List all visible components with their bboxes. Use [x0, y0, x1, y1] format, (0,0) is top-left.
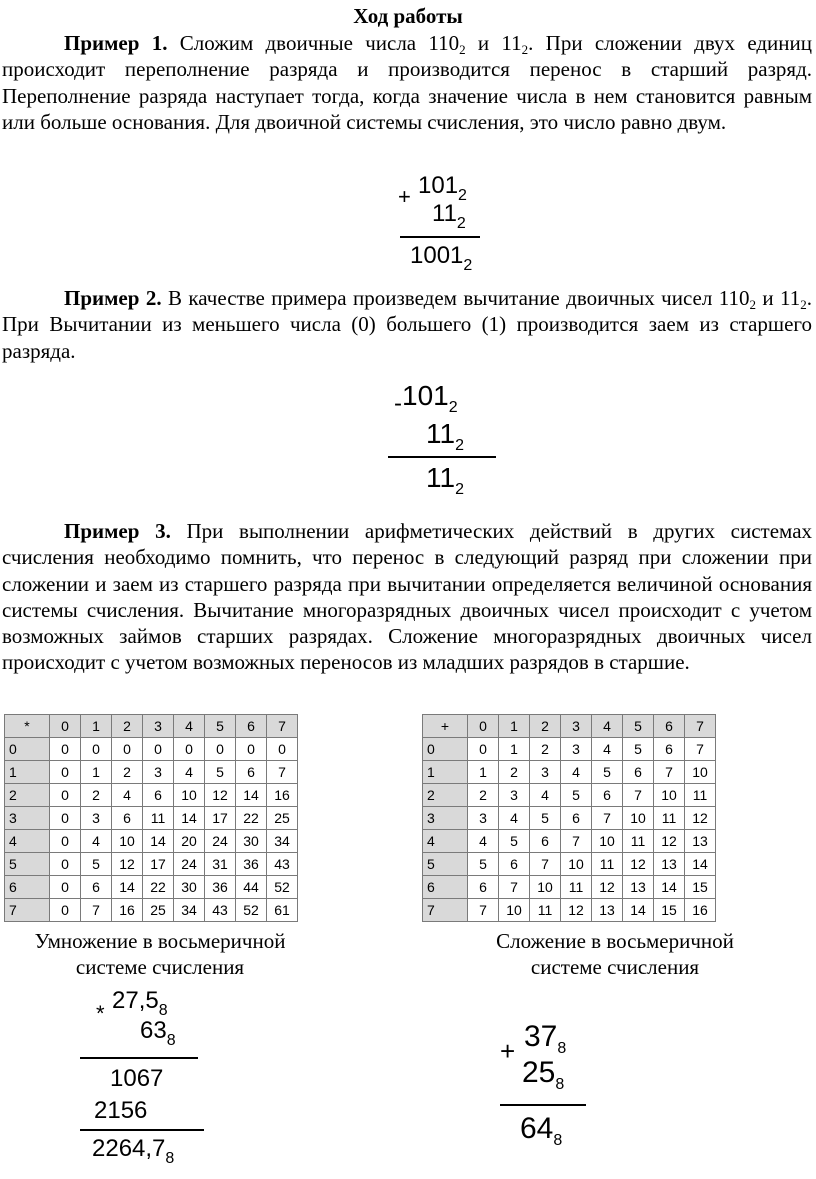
mult-row-header: 3 [5, 807, 50, 830]
add-column-header: 1 [499, 715, 530, 738]
mult-table-row [5, 876, 298, 899]
add-row-header: 4 [423, 830, 468, 853]
mult-table-cell: 17 [205, 807, 236, 830]
example-2-label: Пример 2. [64, 286, 162, 310]
mult-table-row [5, 899, 298, 922]
add-column-header: 0 [468, 715, 499, 738]
mult-column-header: 7 [267, 715, 298, 738]
add-table-cell: 6 [468, 876, 499, 899]
add-table-row [423, 761, 716, 784]
add-column-header: 6 [654, 715, 685, 738]
example-2-paragraph: Пример 2. В качестве примера произведем вычитание двоичных чисел $110_2$ и $11_2$. При Вычитании из меньшего числа (0) большего (1) производится заем из старшего разряда. [2, 286, 813, 363]
add-table-cell: 7 [623, 784, 654, 807]
mult-table-cell: 10 [174, 784, 205, 807]
product-rule-1 [80, 1057, 198, 1059]
add-table-cell: 13 [685, 830, 716, 853]
add-table-cell: 6 [623, 761, 654, 784]
mult-table-cell: 31 [205, 853, 236, 876]
add-table-cell: 4 [499, 807, 530, 830]
add-column-header: 3 [561, 715, 592, 738]
multiply-sign: * [96, 1001, 105, 1026]
add-table-cell: 5 [623, 738, 654, 761]
mult-table-cell: 0 [50, 738, 81, 761]
add-column-header: 4 [592, 715, 623, 738]
mult-table-cell: 0 [50, 784, 81, 807]
mult-table-cell: 52 [267, 876, 298, 899]
add-column-header: 2 [530, 715, 561, 738]
mult-row-header: 5 [5, 853, 50, 876]
add-table-cell: 3 [561, 738, 592, 761]
mult-row-header: 1 [5, 761, 50, 784]
add-row-header: 2 [423, 784, 468, 807]
add-column-header: 5 [623, 715, 654, 738]
add-table-cell: 7 [685, 738, 716, 761]
mult-table-cell: 0 [236, 738, 267, 761]
add-table-cell: 15 [654, 899, 685, 922]
plus-sign: + [500, 1036, 516, 1066]
addend-2: $25_8$ [522, 1056, 565, 1093]
add-table-row [423, 807, 716, 830]
mult-table-cell: 6 [143, 784, 174, 807]
add-table-cell: 12 [685, 807, 716, 830]
mult-header-row [5, 715, 298, 738]
add-table-cell: 11 [592, 853, 623, 876]
sum-rule [400, 236, 480, 238]
mult-table-cell: 0 [112, 738, 143, 761]
add-column-header: 7 [685, 715, 716, 738]
mult-table-cell: 0 [50, 807, 81, 830]
add-table-cell: 3 [499, 784, 530, 807]
mult-table-cell: 0 [50, 899, 81, 922]
example-1-paragraph: Пример 1. Сложим двоичные числа $110_2$ и $11_2$. При сложении двух единиц происходит переполнение разряда и производится перенос в старший разряд. Переполнение разряда наступает тогда, когда значение числа в нем становится равным или больше основания. Для двоичной системы счисления, это число равно двум. [2, 31, 813, 134]
add-table-cell: 2 [468, 784, 499, 807]
add-table-cell: 5 [530, 807, 561, 830]
mult-table-cell: 52 [236, 899, 267, 922]
octal-addition-table [422, 714, 716, 922]
mult-table-cell: 5 [81, 853, 112, 876]
mult-row-header: 4 [5, 830, 50, 853]
add-row-header: 7 [423, 899, 468, 922]
mult-table-cell: 14 [143, 830, 174, 853]
add-table-cell: 7 [654, 761, 685, 784]
add-table-cell: 12 [592, 876, 623, 899]
multiplicand: $27,5_8$ [112, 987, 168, 1019]
mult-table-cell: 14 [174, 807, 205, 830]
add-table-cell: 7 [530, 853, 561, 876]
add-table-cell: 6 [499, 853, 530, 876]
add-table-cell: 2 [530, 738, 561, 761]
mult-table-cell: 5 [205, 761, 236, 784]
add-table-cell: 6 [592, 784, 623, 807]
mult-table-cell: 0 [81, 738, 112, 761]
add-table-cell: 6 [654, 738, 685, 761]
add-row-header: 0 [423, 738, 468, 761]
add-table-row [423, 784, 716, 807]
add-table-cell: 13 [654, 853, 685, 876]
add-table-cell: 6 [530, 830, 561, 853]
mult-table-cell: 0 [50, 761, 81, 784]
mult-table-cell: 14 [112, 876, 143, 899]
mult-table-cell: 3 [81, 807, 112, 830]
example-3-paragraph: Пример 3. При выполнении арифметических действий в других системах счисления необходимо помнить, что перенос в следующий разряд при сложении при сложении и заем из старшего разряда при вычитании определяется величиной основания системы счисления. Вычитание многоразрядных двоичных чисел происходит с учетом возможных займов старших разрядах. Сложение многоразрядных двоичных чисел происходит с учетом возможных переносов из младших разрядов в старшие. [2, 519, 813, 675]
add-table-cell: 12 [623, 853, 654, 876]
partial-product-1: 1067 [110, 1065, 164, 1092]
mult-table-cell: 0 [267, 738, 298, 761]
multiplication-caption: Умножение в восьмеричной системе счисления [34, 929, 286, 979]
multiplier: $63_8$ [140, 1017, 176, 1049]
add-table-cell: 10 [592, 830, 623, 853]
octal-addition-example [498, 1018, 608, 1168]
mult-table-cell: 34 [267, 830, 298, 853]
mult-column-header: 0 [50, 715, 81, 738]
add-table-cell: 5 [499, 830, 530, 853]
mult-table-cell: 36 [205, 876, 236, 899]
mult-table-cell: 4 [112, 784, 143, 807]
mult-row-header: 6 [5, 876, 50, 899]
add-corner-cell: + [423, 715, 468, 738]
add-table-cell: 4 [530, 784, 561, 807]
mult-table-cell: 1 [81, 761, 112, 784]
add-table-cell: 10 [499, 899, 530, 922]
add-row-header: 6 [423, 876, 468, 899]
mult-column-header: 6 [236, 715, 267, 738]
mult-table-cell: 6 [81, 876, 112, 899]
sum-rule [500, 1104, 586, 1106]
add-table-row [423, 899, 716, 922]
add-table-cell: 7 [499, 876, 530, 899]
mult-table-cell: 17 [143, 853, 174, 876]
subtrahend: $11_2$ [426, 418, 464, 454]
mult-table-cell: 6 [112, 807, 143, 830]
add-table-cell: 12 [654, 830, 685, 853]
add-table-cell: 11 [654, 807, 685, 830]
mult-table-cell: 11 [143, 807, 174, 830]
add-table-row [423, 830, 716, 853]
mult-row-header: 7 [5, 899, 50, 922]
mult-table-row [5, 784, 298, 807]
mult-table-cell: 0 [50, 853, 81, 876]
mult-table-cell: 10 [112, 830, 143, 853]
sum-result: $1001_2$ [410, 242, 473, 274]
add-table-cell: 2 [499, 761, 530, 784]
product-rule-2 [80, 1129, 204, 1131]
mult-table-cell: 0 [50, 830, 81, 853]
mult-table-row [5, 853, 298, 876]
octal-multiplication-table [4, 714, 298, 922]
mult-table-cell: 24 [205, 830, 236, 853]
mult-corner-cell: * [5, 715, 50, 738]
mult-table-cell: 12 [205, 784, 236, 807]
mult-table-cell: 22 [143, 876, 174, 899]
mult-table-cell: 25 [143, 899, 174, 922]
add-table-cell: 7 [592, 807, 623, 830]
add-table-cell: 13 [623, 876, 654, 899]
add-table-cell: 6 [561, 807, 592, 830]
add-table-cell: 11 [530, 899, 561, 922]
mult-table-row [5, 807, 298, 830]
mult-table-cell: 7 [267, 761, 298, 784]
mult-table-cell: 2 [81, 784, 112, 807]
mult-table-cell: 4 [81, 830, 112, 853]
sum-result: $64_8$ [520, 1112, 563, 1149]
product-result: $2264,7_8$ [92, 1135, 175, 1167]
plus-sign: + [398, 184, 411, 209]
add-table-cell: 5 [592, 761, 623, 784]
addend-2: $11_2$ [432, 200, 466, 232]
add-table-cell: 1 [468, 761, 499, 784]
add-table-row [423, 738, 716, 761]
add-table-cell: 4 [468, 830, 499, 853]
partial-product-2: 2156 [94, 1097, 148, 1124]
add-table-cell: 15 [685, 876, 716, 899]
mult-table-cell: 44 [236, 876, 267, 899]
add-table-cell: 11 [561, 876, 592, 899]
add-table-cell: 4 [592, 738, 623, 761]
add-table-cell: 4 [561, 761, 592, 784]
mult-column-header: 4 [174, 715, 205, 738]
add-table-cell: 14 [685, 853, 716, 876]
mult-table-cell: 0 [143, 738, 174, 761]
mult-table-row [5, 761, 298, 784]
binary-subtraction-example [386, 378, 506, 498]
mult-table-cell: 0 [205, 738, 236, 761]
add-table-cell: 3 [468, 807, 499, 830]
mult-table-cell: 30 [236, 830, 267, 853]
add-table-row [423, 853, 716, 876]
addend-1: $101_2$ [418, 172, 467, 204]
mult-table-cell: 36 [236, 853, 267, 876]
mult-table-cell: 22 [236, 807, 267, 830]
example-3-label: Пример 3. [64, 519, 171, 543]
mult-column-header: 5 [205, 715, 236, 738]
mult-table-cell: 2 [112, 761, 143, 784]
add-table-cell: 11 [685, 784, 716, 807]
add-table-cell: 10 [654, 784, 685, 807]
add-table-cell: 10 [685, 761, 716, 784]
difference-rule [388, 456, 496, 458]
mult-table-cell: 0 [174, 738, 205, 761]
add-table-cell: 5 [468, 853, 499, 876]
mult-column-header: 3 [143, 715, 174, 738]
add-table-cell: 13 [592, 899, 623, 922]
mult-table-cell: 7 [81, 899, 112, 922]
add-row-header: 3 [423, 807, 468, 830]
addend-1: $37_8$ [524, 1020, 567, 1057]
mult-table-cell: 34 [174, 899, 205, 922]
add-table-cell: 12 [561, 899, 592, 922]
add-header-row [423, 715, 716, 738]
mult-table-cell: 30 [174, 876, 205, 899]
add-table-row [423, 876, 716, 899]
mult-row-header: 2 [5, 784, 50, 807]
mult-column-header: 1 [81, 715, 112, 738]
add-table-cell: 7 [561, 830, 592, 853]
mult-table-cell: 12 [112, 853, 143, 876]
add-table-cell: 16 [685, 899, 716, 922]
add-row-header: 5 [423, 853, 468, 876]
binary-addition-example [398, 170, 508, 274]
add-row-header: 1 [423, 761, 468, 784]
octal-multiplication-example [78, 985, 218, 1175]
minus-sign: - [394, 390, 402, 417]
add-table-cell: 10 [530, 876, 561, 899]
mult-table-cell: 24 [174, 853, 205, 876]
mult-table-cell: 14 [236, 784, 267, 807]
mult-table-cell: 3 [143, 761, 174, 784]
add-table-cell: 7 [468, 899, 499, 922]
mult-table-cell: 61 [267, 899, 298, 922]
mult-table-row [5, 830, 298, 853]
minuend: $101_2$ [402, 380, 458, 416]
add-table-cell: 0 [468, 738, 499, 761]
mult-table-cell: 20 [174, 830, 205, 853]
add-table-cell: 3 [530, 761, 561, 784]
add-table-cell: 1 [499, 738, 530, 761]
mult-table-cell: 43 [205, 899, 236, 922]
add-table-cell: 10 [561, 853, 592, 876]
mult-table-cell: 16 [267, 784, 298, 807]
difference-result: $11_2$ [426, 462, 464, 498]
add-table-cell: 5 [561, 784, 592, 807]
example-1-label: Пример 1. [64, 31, 168, 55]
mult-table-cell: 16 [112, 899, 143, 922]
mult-table-cell: 0 [50, 876, 81, 899]
add-table-cell: 14 [623, 899, 654, 922]
add-table-cell: 10 [623, 807, 654, 830]
add-table-cell: 11 [623, 830, 654, 853]
mult-column-header: 2 [112, 715, 143, 738]
mult-table-cell: 43 [267, 853, 298, 876]
page-title: Ход работы [353, 4, 463, 28]
mult-row-header: 0 [5, 738, 50, 761]
mult-table-row [5, 738, 298, 761]
mult-table-cell: 6 [236, 761, 267, 784]
add-table-cell: 14 [654, 876, 685, 899]
mult-table-cell: 4 [174, 761, 205, 784]
addition-caption: Сложение в восьмеричной системе счисления [496, 929, 734, 979]
mult-table-cell: 25 [267, 807, 298, 830]
